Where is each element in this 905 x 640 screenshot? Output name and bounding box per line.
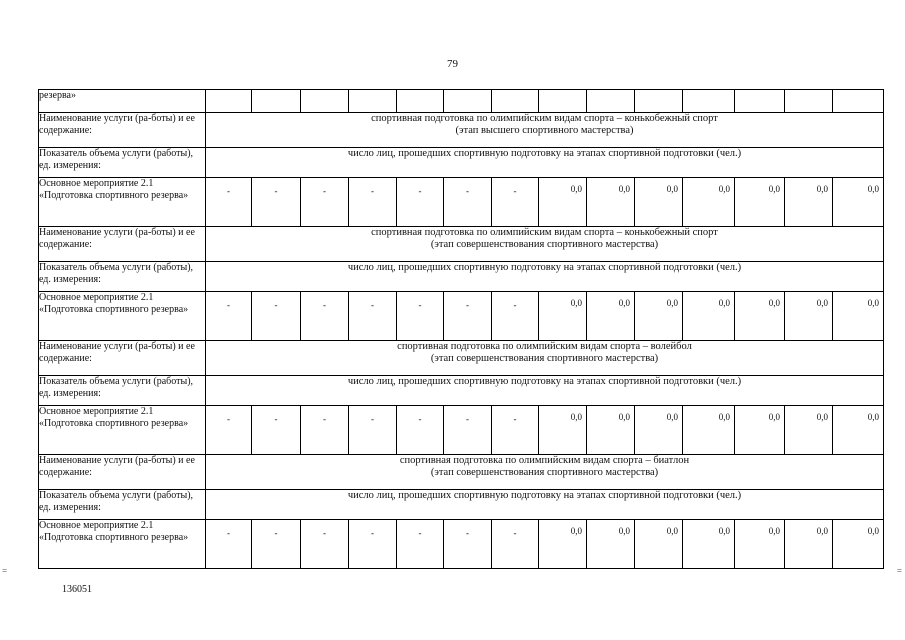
value-text: 0,0 — [816, 526, 828, 536]
volume-indicator-value: число лиц, прошедших спортивную подготовку на этапах спортивной подготовки (чел.) — [206, 262, 884, 292]
value-text: - — [371, 186, 374, 196]
service-name-line: спортивная подготовка по олимпийским видам спорта – конькобежный спорт — [371, 113, 718, 124]
page-number: 79 — [447, 58, 458, 70]
value-text: - — [513, 414, 517, 424]
service-name-label: Наименование услуги (ра-боты) и ее содержание: — [39, 113, 206, 148]
service-name-value — [206, 113, 884, 148]
value-cell — [206, 406, 252, 455]
value-cell — [301, 520, 349, 569]
value-text: - — [418, 414, 422, 424]
value-text: 0,0 — [618, 184, 630, 194]
volume-indicator-row — [39, 148, 884, 178]
value-cell — [587, 520, 635, 569]
value-cell — [539, 292, 587, 341]
main-event-label: Основное мероприятие 2.1 «Подготовка спортивного резерва» — [39, 520, 206, 569]
value-cell — [587, 406, 635, 455]
value-cell — [785, 520, 833, 569]
value-text: - — [466, 414, 469, 424]
value-text: 0,0 — [618, 298, 630, 308]
value-text: - — [371, 414, 374, 424]
value-cell — [444, 520, 492, 569]
volume-indicator-value: число лиц, прошедших спортивную подготовку на этапах спортивной подготовки (чел.) — [206, 490, 884, 520]
service-stage-line: (этап совершенствования спортивного мастерства) — [430, 467, 659, 479]
empty-cell — [735, 90, 785, 113]
empty-cell — [252, 90, 301, 113]
service-stage-line: (этап высшего спортивного мастерства) — [455, 125, 634, 137]
value-text: 0,0 — [718, 298, 730, 308]
value-cell — [539, 520, 587, 569]
value-cell — [206, 520, 252, 569]
value-text: - — [323, 300, 326, 310]
value-cell — [833, 520, 884, 569]
value-cell — [397, 520, 444, 569]
service-name-line: спортивная подготовка по олимпийским видам спорта – волейбол — [397, 341, 692, 352]
volume-indicator-label: Показатель объема услуги (работы), ед. измерения: — [39, 262, 206, 292]
value-text: - — [274, 186, 278, 196]
value-text: - — [466, 528, 469, 538]
document-code: 136051 — [62, 584, 92, 595]
value-text: - — [227, 528, 230, 538]
value-cell — [301, 292, 349, 341]
service-stage-line: (этап совершенствования спортивного мастерства) — [430, 239, 659, 251]
volume-indicator-label: Показатель объема услуги (работы), ед. измерения: — [39, 490, 206, 520]
value-cell — [735, 520, 785, 569]
value-cell — [833, 292, 884, 341]
main-event-label: Основное мероприятие 2.1 «Подготовка спортивного резерва» — [39, 406, 206, 455]
empty-cell — [539, 90, 587, 113]
value-text: 0,0 — [718, 412, 730, 422]
value-cell — [683, 406, 735, 455]
service-name-value — [206, 455, 884, 490]
empty-cell — [444, 90, 492, 113]
volume-indicator-label: Показатель объема услуги (работы), ед. измерения: — [39, 148, 206, 178]
value-cell — [587, 292, 635, 341]
value-text: - — [466, 300, 469, 310]
service-name-value — [206, 227, 884, 262]
volume-indicator-row — [39, 490, 884, 520]
value-text: 0,0 — [718, 184, 730, 194]
value-cell — [206, 178, 252, 227]
value-cell — [735, 292, 785, 341]
value-text: - — [513, 186, 517, 196]
value-text: - — [227, 300, 230, 310]
volume-indicator-row — [39, 376, 884, 406]
value-cell — [492, 520, 539, 569]
value-cell — [735, 406, 785, 455]
value-cell — [635, 292, 683, 341]
empty-cell — [206, 90, 252, 113]
value-text: 0,0 — [768, 412, 780, 422]
value-cell — [301, 178, 349, 227]
value-text: 0,0 — [618, 412, 630, 422]
value-cell — [349, 520, 397, 569]
main-event-row — [39, 406, 884, 455]
empty-cell — [683, 90, 735, 113]
value-cell — [444, 178, 492, 227]
empty-cell — [301, 90, 349, 113]
value-text: 0,0 — [666, 298, 678, 308]
value-text: 0,0 — [867, 412, 879, 422]
value-text: 0,0 — [570, 298, 582, 308]
value-cell — [785, 178, 833, 227]
value-cell — [785, 292, 833, 341]
value-text: 0,0 — [816, 298, 828, 308]
value-cell — [539, 178, 587, 227]
value-text: 0,0 — [666, 412, 678, 422]
value-text: - — [371, 528, 374, 538]
service-name-value — [206, 341, 884, 376]
service-name-label: Наименование услуги (ра-боты) и ее содержание: — [39, 227, 206, 262]
value-cell — [683, 520, 735, 569]
service-name-row — [39, 341, 884, 376]
empty-cell — [635, 90, 683, 113]
value-cell — [349, 406, 397, 455]
value-cell — [833, 178, 884, 227]
value-cell — [252, 292, 301, 341]
value-cell — [635, 178, 683, 227]
value-cell — [444, 292, 492, 341]
service-name-row — [39, 227, 884, 262]
service-name-line: спортивная подготовка по олимпийским видам спорта – биатлон — [399, 455, 690, 466]
value-cell — [397, 406, 444, 455]
value-text: 0,0 — [816, 412, 828, 422]
service-name-label: Наименование услуги (ра-боты) и ее содержание: — [39, 341, 206, 376]
value-cell — [301, 406, 349, 455]
value-cell — [492, 406, 539, 455]
value-text: 0,0 — [666, 526, 678, 536]
empty-cell — [492, 90, 539, 113]
empty-cell — [833, 90, 884, 113]
volume-indicator-value: число лиц, прошедших спортивную подготовку на этапах спортивной подготовки (чел.) — [206, 148, 884, 178]
value-text: - — [227, 186, 230, 196]
value-text: - — [274, 528, 278, 538]
value-text: 0,0 — [570, 526, 582, 536]
value-text: - — [418, 300, 422, 310]
value-cell — [683, 178, 735, 227]
value-cell — [206, 292, 252, 341]
value-cell — [785, 406, 833, 455]
value-cell — [444, 406, 492, 455]
value-text: - — [513, 300, 517, 310]
value-cell — [349, 292, 397, 341]
value-text: - — [418, 186, 422, 196]
empty-cell — [587, 90, 635, 113]
value-text: - — [323, 414, 326, 424]
value-text: - — [323, 528, 326, 538]
service-name-line: спортивная подготовка по олимпийским видам спорта – конькобежный спорт — [371, 227, 718, 238]
service-name-row — [39, 113, 884, 148]
value-cell — [539, 406, 587, 455]
value-text: - — [323, 186, 326, 196]
service-stage-line: (этап совершенствования спортивного мастерства) — [430, 353, 659, 365]
table-row-top — [39, 90, 884, 113]
value-cell — [252, 520, 301, 569]
value-text: 0,0 — [618, 526, 630, 536]
value-text: - — [227, 414, 230, 424]
value-cell — [349, 178, 397, 227]
value-text: 0,0 — [666, 184, 678, 194]
empty-cell — [349, 90, 397, 113]
value-text: - — [513, 528, 517, 538]
empty-cell — [785, 90, 833, 113]
value-cell — [683, 292, 735, 341]
value-cell — [833, 406, 884, 455]
right-edge-mark: = — [896, 566, 902, 576]
value-text: 0,0 — [867, 184, 879, 194]
volume-indicator-value: число лиц, прошедших спортивную подготовку на этапах спортивной подготовки (чел.) — [206, 376, 884, 406]
value-text: - — [466, 186, 469, 196]
value-text: - — [418, 528, 422, 538]
value-text: 0,0 — [768, 298, 780, 308]
main-event-row — [39, 520, 884, 569]
left-edge-mark: = — [2, 566, 8, 576]
service-name-row — [39, 455, 884, 490]
value-text: 0,0 — [570, 412, 582, 422]
value-text: 0,0 — [768, 184, 780, 194]
value-text: - — [274, 414, 278, 424]
top-row-label: резерва» — [39, 90, 206, 113]
value-cell — [587, 178, 635, 227]
value-text: - — [371, 300, 374, 310]
main-event-row — [39, 292, 884, 341]
main-event-label: Основное мероприятие 2.1 «Подготовка спортивного резерва» — [39, 292, 206, 341]
value-cell — [635, 520, 683, 569]
value-text: 0,0 — [718, 526, 730, 536]
value-cell — [492, 292, 539, 341]
volume-indicator-row — [39, 262, 884, 292]
empty-cell — [397, 90, 444, 113]
value-text: 0,0 — [768, 526, 780, 536]
value-text: 0,0 — [570, 184, 582, 194]
service-name-label: Наименование услуги (ра-боты) и ее содержание: — [39, 455, 206, 490]
table-body — [39, 90, 884, 569]
volume-indicator-label: Показатель объема услуги (работы), ед. измерения: — [39, 376, 206, 406]
value-cell — [492, 178, 539, 227]
main-event-label: Основное мероприятие 2.1 «Подготовка спортивного резерва» — [39, 178, 206, 227]
value-cell — [252, 178, 301, 227]
value-text: 0,0 — [867, 526, 879, 536]
value-text: 0,0 — [816, 184, 828, 194]
value-cell — [397, 178, 444, 227]
value-cell — [252, 406, 301, 455]
value-cell — [397, 292, 444, 341]
services-table — [38, 89, 884, 569]
value-cell — [635, 406, 683, 455]
value-cell — [735, 178, 785, 227]
value-text: 0,0 — [867, 298, 879, 308]
main-event-row — [39, 178, 884, 227]
value-text: - — [274, 300, 278, 310]
